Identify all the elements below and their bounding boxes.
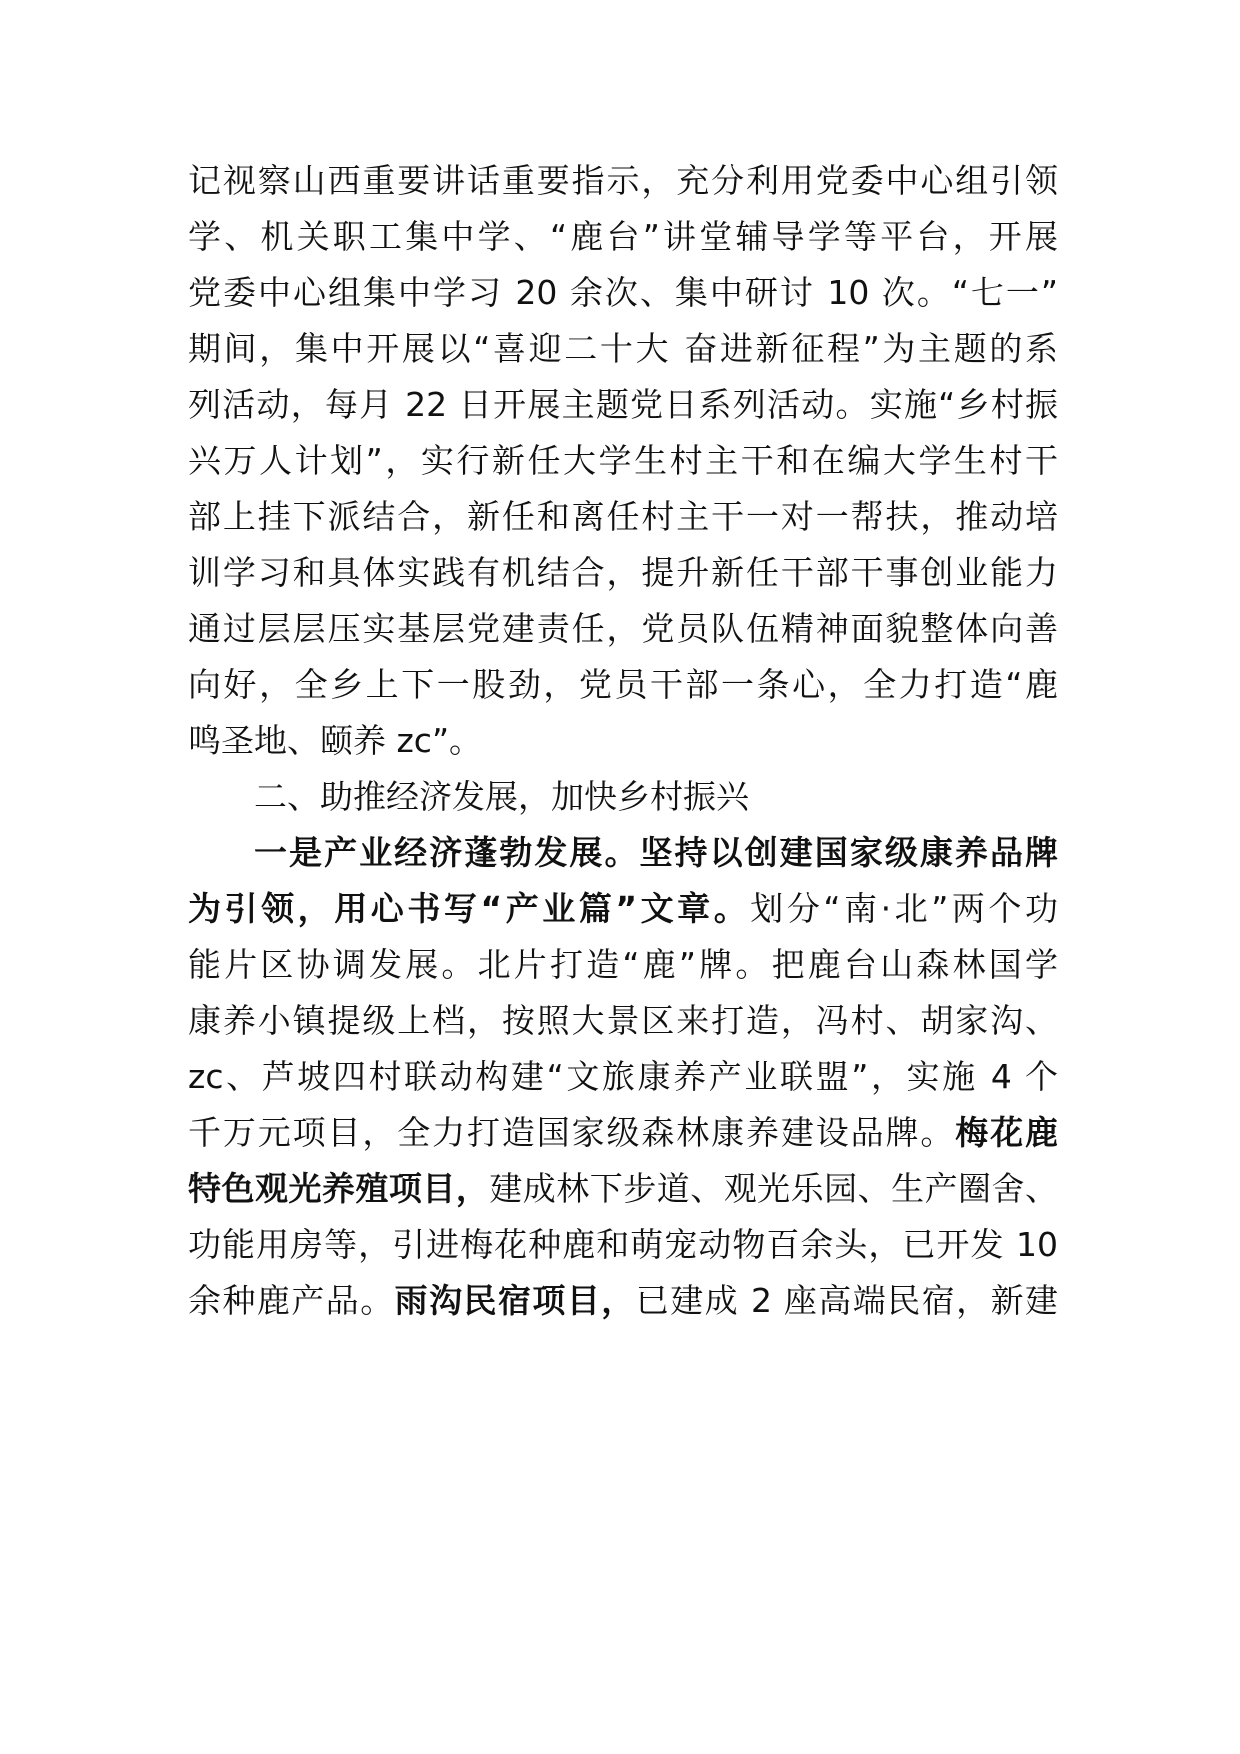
text-line: 兴万人计划”，实行新任大学生村主干和在编大学生村干 [188,441,1058,480]
text-line: 列活动，每月 22 日开展主题党日系列活动。实施“乡村振 [188,385,1058,424]
text-line: 为引领，用心书写“产业篇”文章。划分“南·北”两个功 [188,889,1058,928]
text-line: 记视察山西重要讲话重要指示，充分利用党委中心组引领 [188,161,1058,200]
text-line: 功能用房等，引进梅花种鹿和萌宠动物百余头，已开发 10 [188,1225,1058,1264]
section-heading: 二、助推经济发展，加快乡村振兴 [254,777,749,816]
bold-lead-text: 一是产业经济蓬勃发展。坚持以创建国家级康养品牌 [254,833,1058,872]
text-line: 向好，全乡上下一股劲，党员干部一条心，全力打造“鹿 [188,665,1058,704]
text-line: 期间，集中开展以“喜迎二十大 奋进新征程”为主题的系 [188,329,1058,368]
text-line: 训学习和具体实践有机结合，提升新任干部干事创业能力 [188,553,1058,592]
text-line: 特色观光养殖项目，建成林下步道、观光乐园、生产圈舍、 [188,1169,1059,1208]
text-line: 学、机关职工集中学、“鹿台”讲堂辅导学等平台，开展 [188,217,1058,256]
text-line [254,822,1058,884]
text-line: 党委中心组集中学习 20 余次、集中研讨 10 次。“七一” [188,273,1058,312]
text-line: 鸣圣地、颐养 zc”。 [188,721,483,760]
bold-lead-text: 为引领，用心书写“产业篇”文章。 [188,889,751,928]
bold-project-text: 梅花鹿 [955,1113,1058,1152]
text-line: 能片区协调发展。北片打造“鹿”牌。把鹿台山森林国学 [188,945,1058,984]
text-line: 部上挂下派结合，新任和离任村主干一对一帮扶，推动培 [188,497,1058,536]
bold-project-text: 雨沟民宿项目， [394,1281,636,1320]
text-line: 康养小镇提级上档，按照大景区来打造，冯村、胡家沟、 [188,1001,1058,1040]
text-line: 千万元项目，全力打造国家级森林康养建设品牌。梅花鹿 [188,1113,1058,1152]
text-line: 余种鹿产品。雨沟民宿项目，已建成 2 座高端民宿，新建 [188,1281,1059,1320]
bold-project-text: 特色观光养殖项目， [188,1169,490,1208]
text-line: 通过层层压实基层党建责任，党员队伍精神面貌整体向善 [188,609,1058,648]
text-line: zc、芦坡四村联动构建“文旅康养产业联盟”，实施 4 个 [188,1057,1058,1096]
